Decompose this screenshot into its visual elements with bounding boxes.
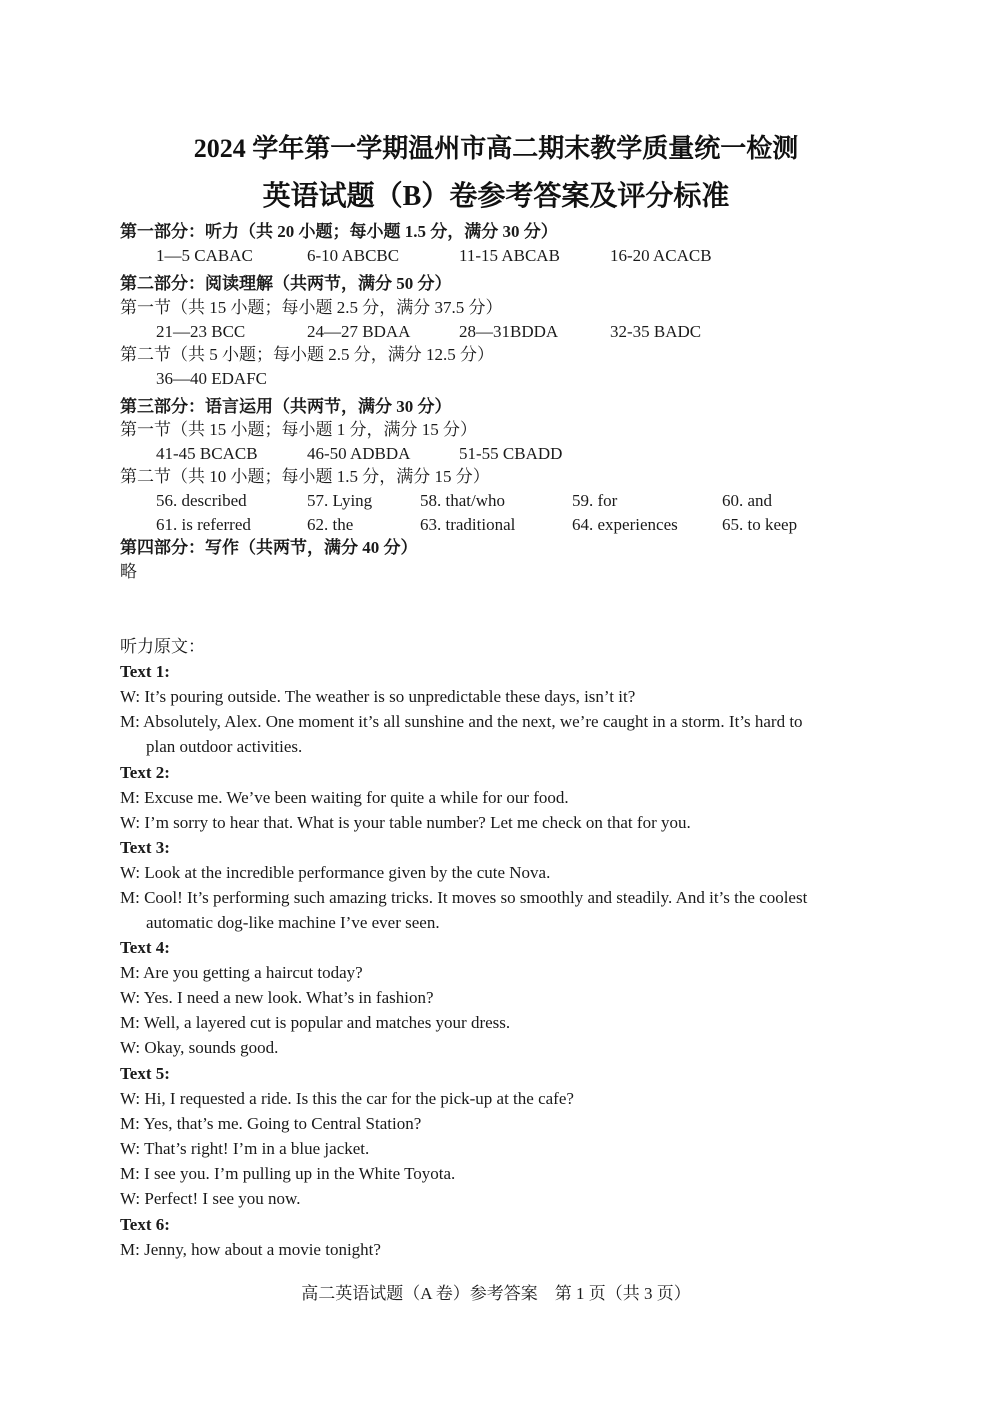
dialogue-line: M: Yes, that’s me. Going to Central Station? [120, 1114, 422, 1133]
part2-heading: 第二部分：阅读理解（共两节，满分 50 分） [120, 274, 452, 293]
part4-heading: 第四部分：写作（共两节，满分 40 分） [120, 538, 418, 557]
dialogue-line-part: M: Cool! It’s performing such amazing tricks. It moves so smoothly and steadily. And it’s the coolest [120, 888, 808, 907]
dialogue-line: M: I see you. I’m pulling up in the White Toyota. [120, 1164, 456, 1183]
answer-group: 36—40 EDAFC [156, 369, 267, 388]
text-label: Text 2: [120, 763, 170, 782]
part1-heading: 第一部分：听力（共 20 小题；每小题 1.5 分，满分 30 分） [120, 222, 558, 241]
answer-group: 28—31BDDA [459, 322, 559, 341]
part2-section2-heading: 第二节（共 5 小题；每小题 2.5 分，满分 12.5 分） [120, 345, 494, 364]
answer-group: 16-20 ACACB [610, 246, 712, 265]
dialogue-line: W: Okay, sounds good. [120, 1038, 279, 1057]
dialogue-line [120, 709, 874, 759]
cloze-answer: 61. is referred [156, 515, 251, 534]
part3-heading: 第三部分：语言运用（共两节，满分 30 分） [120, 397, 452, 416]
part3-section1-heading: 第一节（共 15 小题；每小题 1 分，满分 15 分） [120, 420, 477, 439]
cloze-answer: 62. the [307, 515, 354, 534]
text-label: Text 6: [120, 1215, 170, 1234]
cloze-answer: 57. Lying [307, 491, 373, 510]
cloze-answer: 59. for [572, 491, 618, 510]
answer-group: 46-50 ADBDA [307, 444, 411, 463]
part2-section1-heading: 第一节（共 15 小题；每小题 2.5 分，满分 37.5 分） [120, 298, 503, 317]
text-label: Text 3: [120, 838, 170, 857]
cloze-answer: 65. to keep [722, 515, 798, 534]
page-title: 2024 学年第一学期温州市高二期末教学质量统一检测 [193, 134, 799, 163]
dialogue-line: M: Jenny, how about a movie tonight? [120, 1240, 381, 1259]
dialogue-line: W: It’s pouring outside. The weather is so unpredictable these days, isn’t it? [120, 687, 636, 706]
answer-group: 24—27 BDAA [307, 322, 411, 341]
answer-group: 21—23 BCC [156, 322, 246, 341]
cloze-answer: 56. described [156, 491, 247, 510]
dialogue-line: W: Perfect! I see you now. [120, 1189, 301, 1208]
page-subtitle: 英语试题（B）卷参考答案及评分标准 [262, 181, 730, 212]
answer-group: 1—5 CABAC [156, 246, 253, 265]
part4-body: 略 [120, 562, 137, 581]
answer-group: 11-15 ABCAB [459, 246, 560, 265]
cloze-answer: 58. that/who [420, 491, 505, 510]
dialogue-line: W: Hi, I requested a ride. Is this the car for the pick-up at the cafe? [120, 1089, 574, 1108]
dialogue-line: M: Well, a layered cut is popular and matches your dress. [120, 1013, 511, 1032]
dialogue-line: M: Are you getting a haircut today? [120, 963, 363, 982]
cloze-answer: 64. experiences [572, 515, 678, 534]
page-footer: 高二英语试题（A 卷）参考答案 第 1 页（共 3 页） [301, 1284, 691, 1303]
dialogue-line: W: That’s right! I’m in a blue jacket. [120, 1139, 370, 1158]
dialogue-line-continued: automatic dog-like machine I’ve ever seen. [146, 913, 440, 932]
answer-group: 32-35 BADC [610, 322, 702, 341]
transcript-heading: 听力原文： [120, 637, 205, 656]
dialogue-line-continued: plan outdoor activities. [146, 737, 303, 756]
dialogue-line: M: Excuse me. We’ve been waiting for quite a while for our food. [120, 788, 569, 807]
dialogue-line: W: Yes. I need a new look. What’s in fashion? [120, 988, 434, 1007]
dialogue-line: W: I’m sorry to hear that. What is your table number? Let me check on that for you. [120, 813, 691, 832]
answer-group: 51-55 CBADD [459, 444, 563, 463]
answer-group: 41-45 BCACB [156, 444, 258, 463]
text-label: Text 5: [120, 1064, 170, 1083]
dialogue-line: W: Look at the incredible performance given by the cute Nova. [120, 863, 551, 882]
dialogue-line-part: M: Absolutely, Alex. One moment it’s all sunshine and the next, we’re caught in a storm. It’s hard to [120, 712, 803, 731]
dialogue-line [120, 885, 874, 935]
text-label: Text 4: [120, 938, 170, 957]
text-label: Text 1: [120, 662, 170, 681]
cloze-answer: 63. traditional [420, 515, 516, 534]
cloze-answer: 60. and [722, 491, 773, 510]
part3-section2-heading: 第二节（共 10 小题；每小题 1.5 分，满分 15 分） [120, 467, 490, 486]
answer-group: 6-10 ABCBC [307, 246, 400, 265]
